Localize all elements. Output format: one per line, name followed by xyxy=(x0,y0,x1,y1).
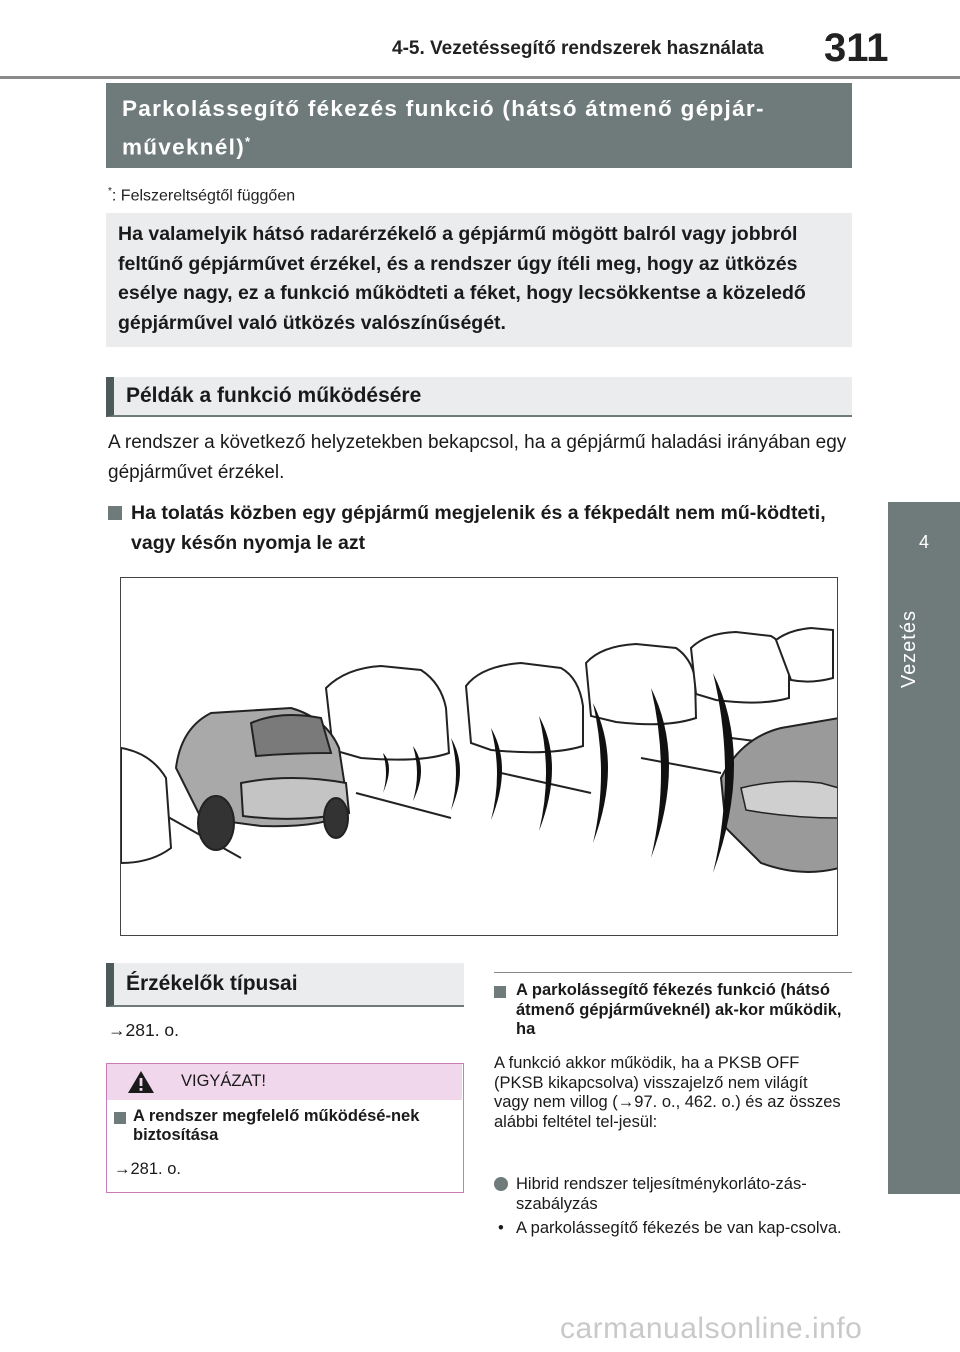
header-divider xyxy=(0,76,960,79)
main-title-line2: műveknél) xyxy=(122,134,245,160)
section-heading-examples-text: Példák a funkció működésére xyxy=(126,384,422,407)
main-title xyxy=(122,92,842,164)
square-bullet-icon xyxy=(108,506,122,520)
page-number: 311 xyxy=(824,26,889,70)
section-heading-sensors xyxy=(106,963,464,1007)
intro-text: Ha valamelyik hátsó radarérzékelő a gépjármű mögött balról vagy jobbról feltűnő gépjárművet érzékel, és a rendszer úgy ítéli meg, hogy az ütközés esélye nagy, ez a funkció működteti a féket, hogy lecsökkentse a közeledő gépjárművel való ütközés valószínűségét. xyxy=(118,223,806,334)
chapter-tab xyxy=(888,502,960,1194)
square-bullet-icon xyxy=(114,1112,126,1124)
caution-box xyxy=(106,1063,464,1193)
dot-bullet-icon: • xyxy=(498,1219,504,1237)
chapter-tab-number: 4 xyxy=(918,532,929,552)
chapter-tab-label: Vezetés xyxy=(898,610,920,689)
footnote-text: : Felszereltségtől függően xyxy=(111,187,296,205)
parking-illustration xyxy=(120,577,838,936)
sensors-page-reference: →281. o. xyxy=(108,1020,180,1040)
examples-subheading: Ha tolatás közben egy gépjármű megjelenik és a fékpedált nem mű-ködteti, vagy későn nyomja le azt xyxy=(131,502,826,554)
footnote xyxy=(108,186,295,205)
right-column-divider xyxy=(494,972,852,973)
circle-bullet-icon xyxy=(494,1177,508,1191)
watermark: carmanualsonline.info xyxy=(560,1312,863,1345)
examples-paragraph: A rendszer a következő helyzetekben bekapcsol, ha a gépjármű haladási irányában egy gépjárművet érzékel. xyxy=(108,432,847,483)
section-heading-sensors-text: Érzékelők típusai xyxy=(126,972,298,995)
main-title-footnote-mark: * xyxy=(245,134,252,149)
condition-item-hybrid: Hibrid rendszer teljesítménykorláto-zás-szabályzás xyxy=(516,1175,807,1213)
right-column-heading: A parkolássegítő fékezés funkció (hátsó átmenő gépjárműveknél) ak-kor működik, ha xyxy=(516,981,842,1038)
caution-title: VIGYÁZAT! xyxy=(181,1072,266,1090)
condition-item-pksb: A parkolássegítő fékezés be van kap-csolva. xyxy=(516,1219,842,1237)
main-title-line1: Parkolássegítő fékezés funkció (hátsó átmenő gépjár- xyxy=(122,96,765,121)
running-header-title: 4-5. Vezetéssegítő rendszerek használata xyxy=(392,38,764,59)
footnote-mark: * xyxy=(108,186,112,197)
right-column-paragraph: A funkció akkor működik, ha a PKSB OFF (PKSB kikapcsolva) visszajelző nem világít vagy nem villog (→97. o., 462. o.) és az összes alábbi feltétel tel-jesül: xyxy=(494,1054,841,1131)
caution-subheading: A rendszer megfelelő működésé-nek biztosítása xyxy=(133,1107,420,1144)
square-bullet-icon xyxy=(494,986,506,998)
caution-header xyxy=(107,1064,462,1100)
section-heading-examples xyxy=(106,377,852,417)
caution-page-reference: →281. o. xyxy=(114,1160,181,1178)
warning-triangle-icon xyxy=(127,1070,155,1094)
illustration-drawing xyxy=(121,578,838,936)
